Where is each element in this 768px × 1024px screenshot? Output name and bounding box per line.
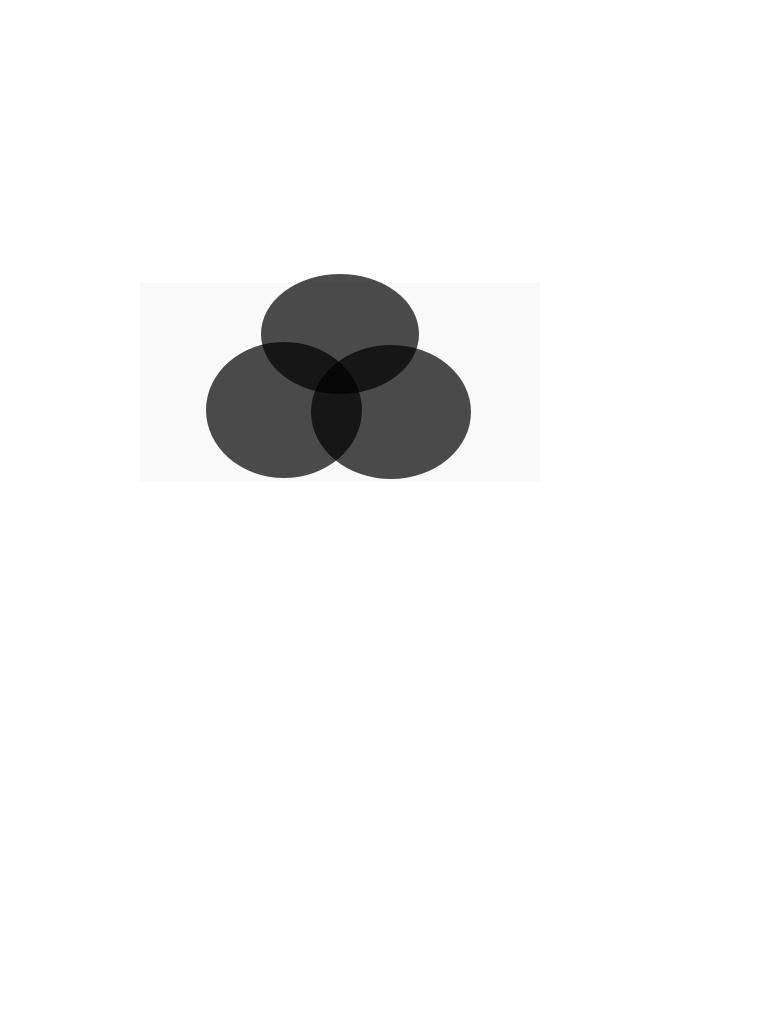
devops-venn-diagram: [130, 270, 550, 500]
venn-circle-testing: [311, 345, 471, 479]
